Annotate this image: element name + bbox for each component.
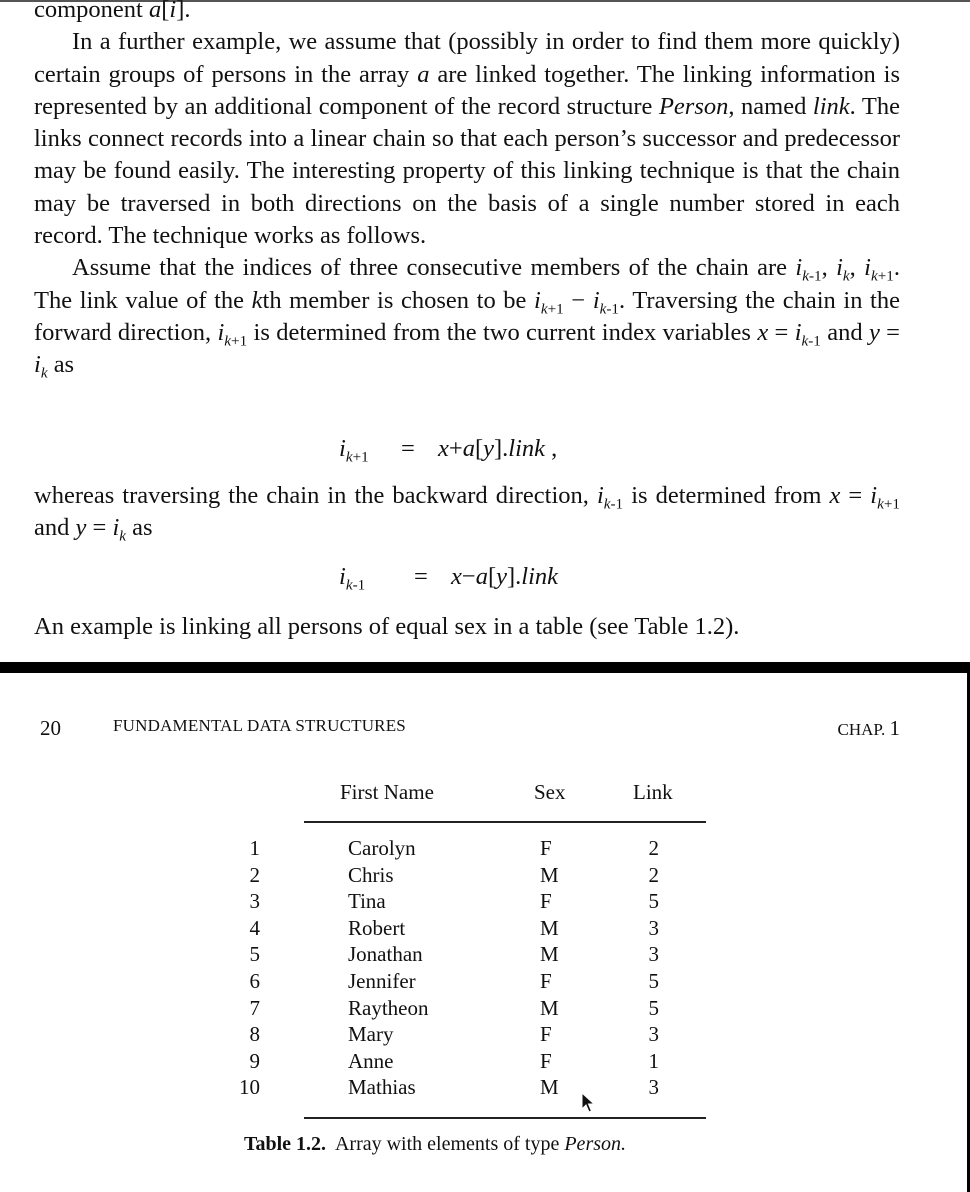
row-index: 3 [249,889,260,914]
running-title: FUNDAMENTAL DATA STRUCTURES [113,716,406,735]
table-row [0,968,970,995]
table-caption [244,1133,626,1156]
row-link: 2 [648,836,659,860]
row-sex: M [540,915,559,940]
row-name: Chris [348,862,394,887]
row-index: 7 [249,995,260,1020]
row-link: 5 [648,889,659,914]
row-link: 1 [648,1048,659,1073]
row-link: 3 [648,1075,659,1100]
row-index: 8 [249,1022,260,1047]
row-name: Anne [348,1048,394,1073]
row-index: 6 [249,968,260,993]
column-header-first-name: First Name [340,780,434,804]
column-header-sex: Sex [534,780,566,804]
row-link: 2 [648,862,659,887]
row-name: Mary [348,1022,394,1047]
row-link: 3 [648,1022,659,1047]
page-body-2 [34,480,900,545]
caption-label: Table 1.2. [244,1133,327,1155]
column-header-link: Link [633,780,673,804]
row-sex: F [540,889,552,914]
row-name: Jonathan [348,942,423,967]
table-bottom-rule [304,1117,706,1119]
row-name: Robert [348,915,406,940]
row-sex: M [540,1075,559,1100]
row-sex: F [540,1048,552,1073]
row-index: 1 [249,836,260,860]
row-index: 5 [249,942,260,967]
row-sex: M [540,942,559,967]
row-index: 10 [239,1075,260,1100]
table-row [0,835,970,862]
table-row [0,1048,970,1075]
page-body [34,0,900,382]
row-link: 3 [648,942,659,967]
paragraph-backward: whereas traversing the chain in the backward direction, $i_{k-1}$ is determined from $x = i_{k+1}$ and $y = i_k$ as [34,482,900,545]
chapter-label: CHAP. 1 [837,716,900,740]
row-name: Mathias [348,1075,416,1100]
table-body [0,835,970,1101]
chapter-number: 1 [889,716,900,740]
row-link: 3 [648,915,659,940]
row-name: Carolyn [348,836,416,860]
mouse-pointer-icon [581,1092,597,1114]
row-sex: F [540,1022,552,1047]
table-row [0,862,970,889]
row-index: 9 [249,1048,260,1073]
table-row [0,1021,970,1048]
row-name: Raytheon [348,995,429,1020]
page-separator [0,662,970,673]
paragraph-example: An example is linking all persons of equal sex in a table (see Table 1.2). [34,613,740,640]
paragraph-linking: In a further example, we assume that (possibly in order to find them more quickly) certain groups of persons in the array a are linked together. The linking information is represented by an additional component of the record structure Person, named link. The links connect records into a linear chain so that each person’s successor and predecessor may be found easily. The interesting property of this linking technique is that the chain may be traversed in both directions on the basis of a single number stored in each record. The technique works as follows. [34,28,900,250]
table-row [0,915,970,942]
page-number: 20 [40,716,61,740]
row-sex: M [540,995,559,1020]
row-link: 5 [648,968,659,993]
row-sex: F [540,968,552,993]
row-index: 2 [249,862,260,887]
line-component: component a[i]. [34,0,191,23]
paragraph-indices: Assume that the indices of three consecutive members of the chain are $i_{k-1}$, $i_k$, $i_{k+1}$. The link value of the kth member is chosen to be $i_{k+1} - i_{k-1}$. Traversing the chain in the forward direction, $i_{k+1}$ is determined from the two current index variables $x = i_{k-1}$ and $y = i_k$ as [34,254,901,382]
row-sex: M [540,862,559,887]
row-name: Jennifer [348,968,416,993]
row-sex: F [540,836,552,860]
row-name: Tina [348,889,386,914]
table-row [0,1074,970,1101]
row-index: 4 [249,915,260,940]
table-row [0,941,970,968]
table-top-rule [304,821,706,823]
caption-type: Person. [564,1133,627,1155]
table-row [0,888,970,915]
row-link: 5 [648,995,659,1020]
caption-text: Array with elements of type [334,1133,560,1155]
page-body-3 [34,611,900,643]
table-row [0,995,970,1022]
